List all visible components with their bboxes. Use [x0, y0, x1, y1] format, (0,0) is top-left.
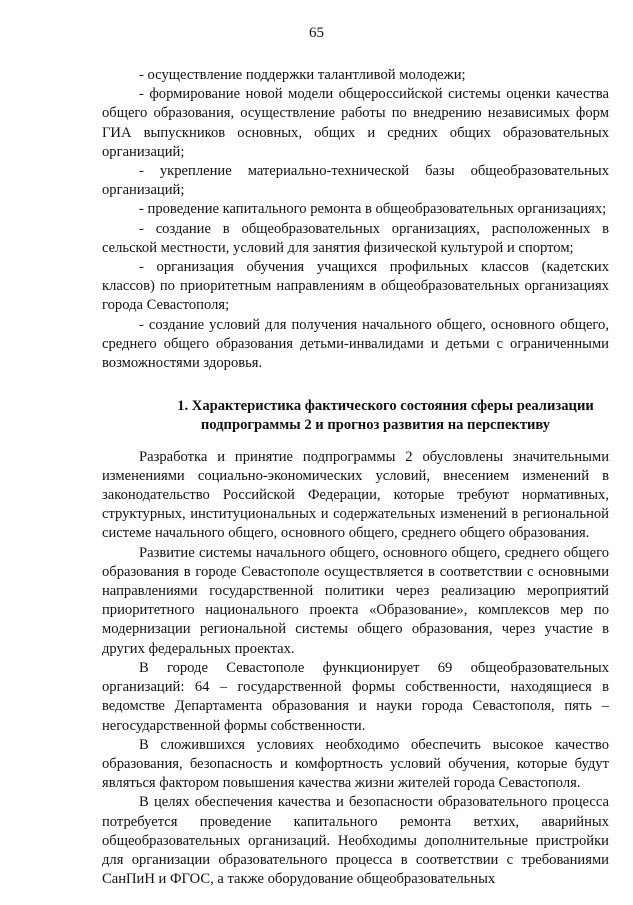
bullet-item: - проведение капитального ремонта в общеобразовательных организациях; [139, 201, 607, 218]
section-heading-line-1: 1. Характеристика фактического состояния сферы реализации [177, 398, 594, 415]
body-paragraph: В целях обеспечения качества и безопасности образовательного процесса потребуется проведение капитального ремонта ветхих, аварийных общеобразовательных организаций. Необходимы дополнительные пристройки для организации образовательного процесса в соответствии с требованиями СанПиН и ФГОС, а также оборудование общеобразовательных [102, 794, 609, 888]
body-paragraph: В сложившихся условиях необходимо обеспечить высокое качество образования, безопасность и комфортность условий обучения, которые будут являться фактором повышения качества жизни жителей города Севастополя. [102, 736, 609, 792]
body-paragraph: В городе Севастополе функционирует 69 общеобразовательных организаций: 64 – государственной формы собственности, находящиеся в ведомстве Департамента образования и науки города Севастополя, пять – негосударственной формы собственности. [102, 659, 609, 734]
bullet-item: - создание в общеобразовательных организациях, расположенных в сельской местности, условий для занятия физической культурой и спортом; [102, 220, 609, 256]
bullet-item: - укрепление материально-технической базы общеобразовательных организаций; [102, 163, 609, 199]
bullet-item: - создание условий для получения начального общего, основного общего, среднего общего образования детьми-инвалидами и детьми с ограниченными возможностями здоровья. [102, 316, 609, 372]
section-heading-line-2: подпрограммы 2 и прогноз развития на перспективу [200, 417, 551, 434]
body-paragraph: Развитие системы начального общего, основного общего, среднего общего образования в городе Севастополе осуществляется в соответствии с основными направлениями государственной политики через реализацию мероприятий приоритетного национального проекта «Образование», комплексов мер по модернизации региональной системы общего образования, через участие в других федеральных проектах. [102, 544, 609, 657]
bullet-item: - осуществление поддержки талантливой молодежи; [139, 67, 466, 83]
page-content [102, 66, 609, 889]
section-heading [102, 397, 609, 435]
page-number: 65 [309, 25, 324, 41]
body-paragraph: Разработка и принятие подпрограммы 2 обусловлены значительными изменениями социально-экономических условий, внесением изменений в законодательство Российской Федерации, которые требуют нормативных, структурных, институциональных и содержательных изменений в региональной системе начального общего, основного общего, среднего общего образования. [102, 448, 609, 542]
bullet-item: - формирование новой модели общероссийской системы оценки качества общего образования, осуществление работы по внедрению независимых форм ГИА выпускников основных, общих и средних общих образовательных организаций; [102, 86, 609, 160]
bullet-item: - организация обучения учащихся профильных классов (кадетских классов) по приоритетным направлениям в общеобразовательных организациях города Севастополя; [102, 259, 609, 314]
